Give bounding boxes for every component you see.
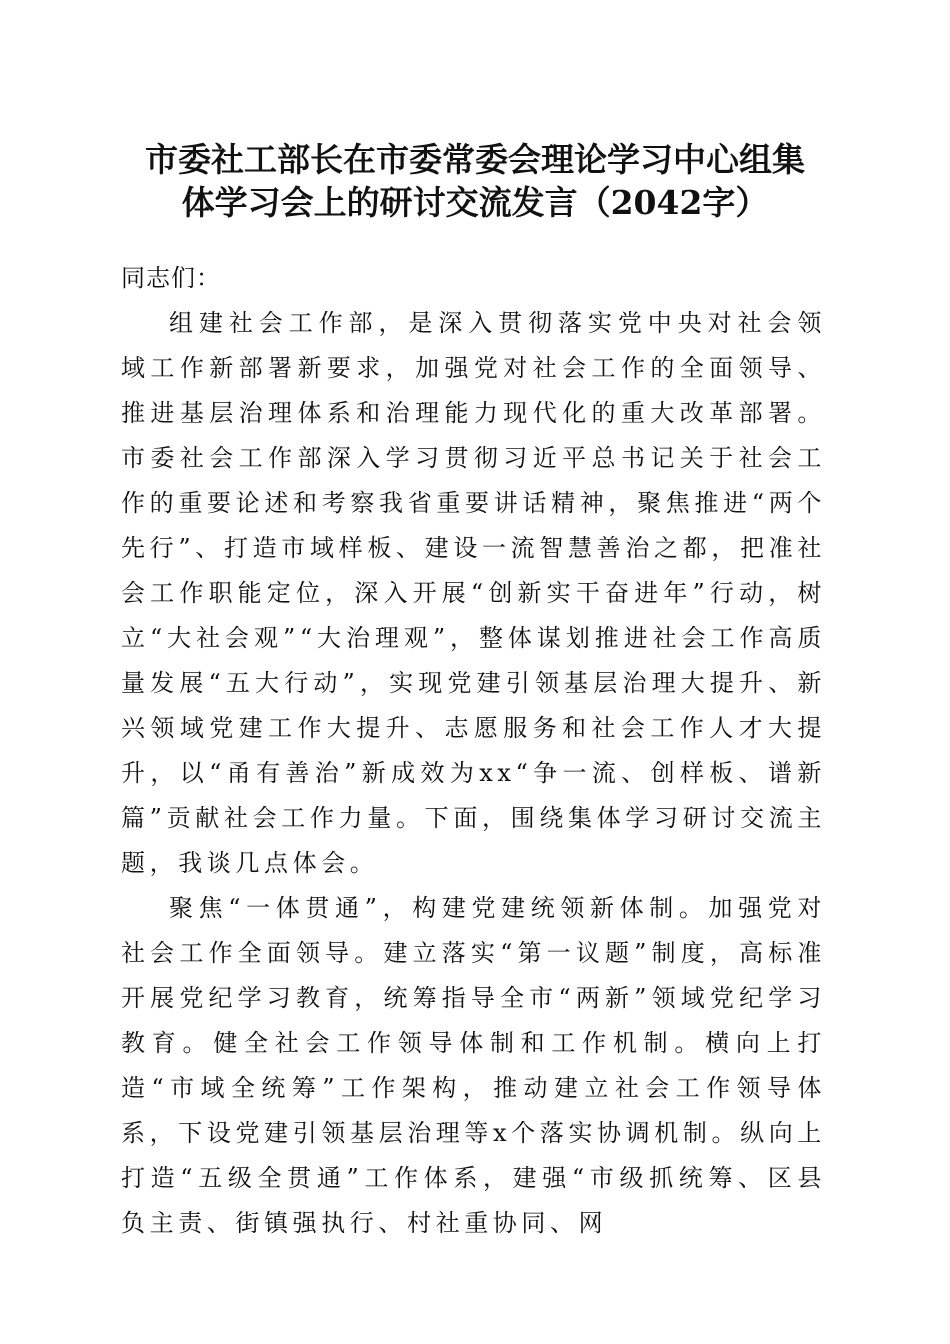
title-line-1: 市委社工部长在市委常委会理论学习中心组集 (145, 140, 805, 179)
paragraph: 组建社会工作部，是深入贯彻落实党中央对社会领域工作新部署新要求，加强党对社会工作的全面领导、推进基层治理体系和治理能力现代化的重大改革部署。市委社会工作部深入学习贯彻习近平总书记关于社会工作的重要论述和考察我省重要讲话精神，聚焦推进“两个先行”、打造市域样板、建设一流智慧善治之都，把准社会工作职能定位，深入开展“创新实干奋进年”行动，树立“大社会观”“大治理观”，整体谋划推进社会工作高质量发展“五大行动”，实现党建引领基层治理大提升、新兴领域党建工作大提升、志愿服务和社会工作人才大提升，以“甬有善治”新成效为xx“争一流、创样板、谱新篇”贡献社会工作力量。下面，围绕集体学习研讨交流主题，我谈几点体会。 (121, 309, 826, 877)
document-body (121, 256, 826, 1246)
title-line-2: 体学习会上的研讨交流发言（2042字） (181, 183, 769, 222)
salutation: 同志们： (121, 264, 221, 292)
document-title (100, 138, 850, 224)
paragraph: 聚焦“一体贯通”，构建党建统领新体制。加强党对社会工作全面领导。建立落实“第一议题”制度，高标准开展党纪学习教育，统筹指导全市“两新”领域党纪学习教育。健全社会工作领导体制和工作机制。横向上打造“市域全统筹”工作架构，推动建立社会工作领导体系，下设党建引领基层治理等x个落实协调机制。纵向上打造“五级全贯通”工作体系，建强“市级抓统筹、区县负主责、街镇强执行、村社重协同、网 (121, 894, 826, 1237)
